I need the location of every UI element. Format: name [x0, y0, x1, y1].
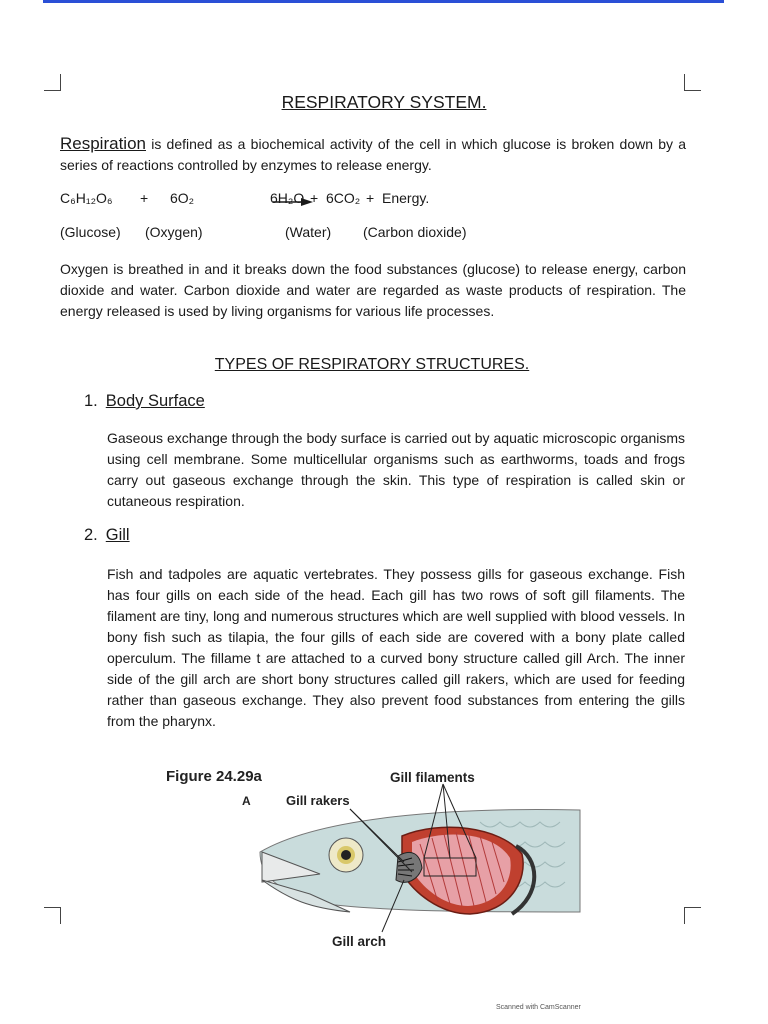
label-oxygen: (Oxygen): [145, 224, 203, 240]
item-number: 2.: [84, 526, 98, 544]
oxygen-paragraph: Oxygen is breathed in and it breaks down the food substances (glucose) to release energy, carbon dioxide and water. Carbon dioxide and water are regarded as waste products of respiration. The energy released is used by living organisms for various life processes.: [60, 261, 686, 319]
respiration-definition: [60, 133, 686, 176]
plus-sign: +: [310, 190, 319, 206]
item-number: 1.: [84, 392, 98, 410]
product-water: 6H₂O: [270, 190, 305, 206]
item-heading-gill: [84, 526, 130, 545]
crop-mark-top-right: [684, 74, 701, 91]
plus-sign: +: [140, 190, 149, 206]
definition-text: is defined as a biochemical activity of the cell in which glucose is broken down by a series of reactions controlled by enzymes to release energy.: [60, 136, 686, 173]
reactant-glucose: C₆H₁₂O₆: [60, 190, 113, 206]
page-title: RESPIRATORY SYSTEM.: [281, 92, 487, 112]
figure-panel-label: A: [242, 794, 251, 808]
product-co2: 6CO₂: [326, 190, 361, 206]
label-gill-arch: Gill arch: [332, 934, 387, 949]
fish-head-illustration: [150, 762, 590, 962]
crop-mark-bottom-right: [684, 907, 701, 924]
reactant-oxygen: 6O₂: [170, 190, 195, 206]
scan-top-border: [43, 0, 724, 3]
item-title: Gill: [105, 526, 130, 544]
definition-lead: Respiration: [60, 134, 146, 153]
body-surface-paragraph: Gaseous exchange through the body surface is carried out by aquatic microscopic organisms using cell membrane. Some multicellular organisms such as earthworms, toads and frogs carry out gaseous exchange through the skin. This type of respiration is called skin or cutaneous respiration.: [107, 430, 685, 509]
label-glucose: (Glucose): [60, 224, 121, 240]
crop-mark-bottom-left: [44, 907, 61, 924]
item-heading-body-surface: [84, 392, 205, 411]
plus-sign: +: [366, 190, 375, 206]
item-title: Body Surface: [105, 392, 205, 410]
label-gill-filaments: Gill filaments: [390, 770, 475, 785]
label-gill-rakers: Gill rakers: [286, 793, 350, 808]
figure-caption: Figure 24.29a: [166, 768, 262, 785]
label-water: (Water): [285, 224, 332, 240]
gill-figure: [150, 762, 590, 962]
crop-mark-top-left: [44, 74, 61, 91]
label-carbon-dioxide: (Carbon dioxide): [363, 224, 467, 240]
product-energy: Energy.: [382, 190, 430, 206]
section-title: TYPES OF RESPIRATORY STRUCTURES.: [214, 356, 530, 373]
footer-scanner-note: Scanned with CamScanner: [496, 1004, 581, 1011]
gill-paragraph: Fish and tadpoles are aquatic vertebrates. They possess gills for gaseous exchange. Fish has four gills on each side of the head. Each gill has two rows of soft gill filaments. The filament are tiny, long and numerous structures which are well supplied with blood vessels. In bony fish such as tilapia, the four gills of each side are covered with a bony plate called operculum. The fillame t are attached to a curved bony structure called gill Arch. The inner side of the gill arch are short bony structures called gill rakers, which are used for feeding rather than gaseous exchange. They also prevent food substances from entering the gills from the pharynx.: [107, 566, 685, 729]
